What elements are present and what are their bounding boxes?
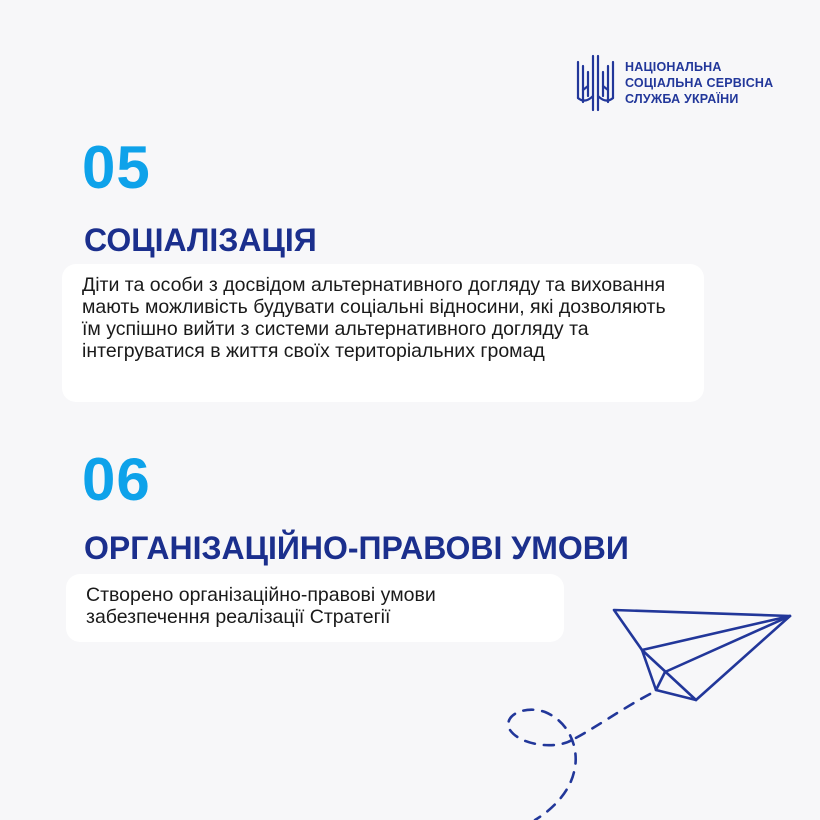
logo-text — [625, 59, 773, 107]
logo-line-1: НАЦІОНАЛЬНА — [625, 60, 722, 74]
logo-line-2: СОЦІАЛЬНА СЕРВІСНА — [625, 76, 774, 90]
logo-line-3: СЛУЖБА УКРАЇНИ — [625, 92, 739, 106]
logo — [575, 52, 773, 114]
section-text-socialization: Діти та особи з досвідом альтернативного догляду та виховання мають можливість будувати соціальні відносини, які дозволяють їм успішно вийти з системи альтернативного догляду та інтегруватися в життя своїх територіальних громад — [82, 274, 666, 362]
section-title-socialization: СОЦІАЛІЗАЦІЯ — [84, 222, 317, 258]
nssu-emblem-icon — [575, 52, 617, 114]
section-text-legal-conditions: Створено організаційно-правові умови забезпечення реалізації Стратегії — [86, 584, 436, 628]
section-card-socialization — [62, 264, 704, 402]
paper-plane-icon — [500, 600, 820, 820]
section-title-legal-conditions: ОРГАНІЗАЦІЙНО-ПРАВОВІ УМОВИ — [84, 530, 629, 566]
section-card-legal-conditions — [66, 574, 564, 642]
section-number-05: 05 — [82, 134, 151, 201]
section-number-06: 06 — [82, 446, 151, 513]
